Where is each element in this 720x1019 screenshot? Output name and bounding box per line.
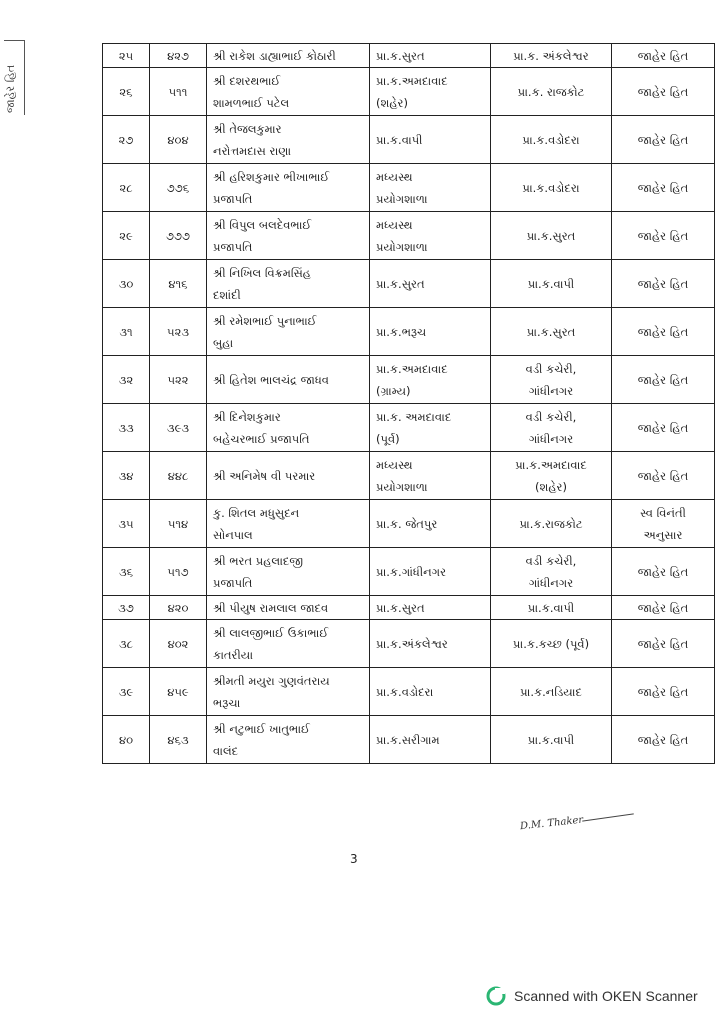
serial-number: ૩૨	[103, 356, 150, 404]
to-office-line: વડી કચેરી,	[525, 361, 577, 376]
transfer-reason-line: જાહેર હિત	[637, 420, 689, 435]
employee-name	[207, 212, 370, 260]
transfer-reason	[612, 116, 715, 164]
to-office	[491, 668, 612, 716]
employee-name	[207, 260, 370, 308]
order-number: ૪૦૨	[150, 620, 207, 668]
transfer-reason	[612, 260, 715, 308]
transfer-reason-line: જાહેર હિત	[637, 684, 689, 699]
from-office	[370, 596, 491, 620]
transfer-reason	[612, 356, 715, 404]
from-office	[370, 404, 491, 452]
to-office-line: પ્રા.ક.નડિયાદ	[520, 684, 582, 699]
order-number: ૫૨૨	[150, 356, 207, 404]
from-office	[370, 668, 491, 716]
employee-name-line: શ્રી નટુભાઈ ખાતુભાઈ	[213, 721, 310, 736]
employee-name-line: નરોત્તમદાસ રાણા	[213, 143, 292, 158]
employee-name-line: ભરૂચા	[213, 695, 241, 710]
employee-name	[207, 404, 370, 452]
serial-number: ૨૫	[103, 44, 150, 68]
order-number: ૪૬૩	[150, 716, 207, 764]
from-office-line: પ્રા.ક.અંકલેશ્વર	[376, 636, 448, 651]
from-office-line: (પૂર્વ)	[376, 431, 400, 446]
employee-name	[207, 116, 370, 164]
employee-name	[207, 716, 370, 764]
table-row	[103, 716, 715, 764]
from-office-line: પ્રા.ક.ગાંધીનગર	[376, 564, 447, 579]
from-office-line: પ્રયોગશાળા	[376, 239, 428, 254]
table-row	[103, 308, 715, 356]
scanner-logo-icon	[486, 986, 506, 1006]
employee-name-line: શ્રી પીયુષ રામલાલ જાદવ	[213, 600, 329, 615]
table-row	[103, 548, 715, 596]
order-number: ૭૭૬	[150, 164, 207, 212]
to-office-line: પ્રા.ક. અંકલેશ્વર	[513, 48, 589, 63]
to-office-line: પ્રા.ક.કચ્છ (પૂર્વ)	[512, 636, 590, 651]
from-office	[370, 164, 491, 212]
from-office-line: પ્રા.ક.સુરત	[376, 48, 425, 63]
from-office	[370, 68, 491, 116]
to-office	[491, 596, 612, 620]
to-office	[491, 116, 612, 164]
employee-name-line: કાતરીયા	[213, 647, 254, 662]
transfer-reason-line: જાહેર હિત	[637, 324, 689, 339]
to-office-line: પ્રા.ક.વાપી	[527, 600, 575, 615]
to-office	[491, 404, 612, 452]
serial-number: ૩૦	[103, 260, 150, 308]
to-office-line: પ્રા.ક.સુરત	[526, 324, 576, 339]
transfer-reason-line: જાહેર હિત	[637, 180, 689, 195]
transfer-reason	[612, 452, 715, 500]
from-office	[370, 116, 491, 164]
from-office	[370, 620, 491, 668]
signature: D.M. Thaker	[519, 814, 584, 833]
employee-name-line: દશાંદી	[213, 287, 241, 302]
table-row	[103, 404, 715, 452]
transfer-reason-line: જાહેર હિત	[637, 228, 689, 243]
employee-name	[207, 596, 370, 620]
order-number: ૩૯૩	[150, 404, 207, 452]
order-number: ૭૭૭	[150, 212, 207, 260]
to-office-line: પ્રા.ક.રાજકોટ	[519, 516, 583, 531]
to-office	[491, 548, 612, 596]
from-office	[370, 212, 491, 260]
to-office-line: વડી કચેરી,	[525, 553, 577, 568]
employee-name-line: કુ. શિતલ મધુસુદન	[213, 505, 300, 520]
from-office-line: પ્રા.ક. જેતપુર	[376, 516, 438, 531]
employee-name-line: શ્રી લાલજીભાઈ ઉકાભાઈ	[213, 625, 329, 640]
from-office-line: પ્રયોગશાળા	[376, 479, 428, 494]
from-office-line: પ્રા.ક.સુરત	[376, 276, 425, 291]
transfer-reason	[612, 668, 715, 716]
employee-name-line: શ્રી તેજલકુમાર	[213, 121, 282, 136]
employee-name	[207, 308, 370, 356]
transfer-reason	[612, 716, 715, 764]
to-office-line: પ્રા.ક. રાજકોટ	[517, 84, 585, 99]
from-office	[370, 500, 491, 548]
serial-number: ૩૫	[103, 500, 150, 548]
transfer-reason	[612, 500, 715, 548]
employee-name-line: શ્રી દિનેશકુમાર	[213, 409, 281, 424]
employee-name	[207, 452, 370, 500]
transfer-reason-line: જાહેર હિત	[637, 276, 689, 291]
signature-line	[582, 813, 634, 821]
table-row	[103, 260, 715, 308]
to-office-line: (શહેર)	[535, 479, 567, 494]
serial-number: ૩૯	[103, 668, 150, 716]
to-office	[491, 500, 612, 548]
employee-name-line: શ્રી હિતેશ ભાલચંદ્ર જાધવ	[213, 372, 329, 387]
from-office-line: પ્રા.ક.વાપી	[376, 132, 423, 147]
to-office-line: પ્રા.ક.વાપી	[527, 276, 575, 291]
from-office-line: પ્રા.ક. અમદાવાદ	[376, 409, 452, 424]
order-number: ૪૫૯	[150, 668, 207, 716]
from-office-line: પ્રા.ક.વડોદરા	[376, 684, 434, 699]
to-office	[491, 44, 612, 68]
employee-name-line: શ્રી નિખિલ વિક્રમસિંહ	[213, 265, 311, 280]
serial-number: ૩૩	[103, 404, 150, 452]
serial-number: ૨૮	[103, 164, 150, 212]
order-number: ૪૨૦	[150, 596, 207, 620]
from-office	[370, 308, 491, 356]
to-office-line: ગાંધીનગર	[528, 431, 574, 446]
to-office-line: પ્રા.ક.વડોદરા	[522, 132, 580, 147]
transfer-reason-line: જાહેર હિત	[637, 84, 689, 99]
serial-number: ૪૦	[103, 716, 150, 764]
from-office-line: પ્રા.ક.સરીગામ	[376, 732, 440, 747]
employee-name	[207, 44, 370, 68]
to-office-line: પ્રા.ક.વાપી	[527, 732, 575, 747]
transfer-reason	[612, 404, 715, 452]
transfer-reason-line: જાહેર હિત	[637, 132, 689, 147]
transfer-reason	[612, 308, 715, 356]
employee-name	[207, 356, 370, 404]
employee-name-line: શ્રી અનિમેષ વી પરમાર	[213, 468, 316, 483]
employee-name	[207, 548, 370, 596]
employee-name	[207, 164, 370, 212]
table-row	[103, 596, 715, 620]
from-office-line: પ્રા.ક.ભરૂચ	[376, 324, 427, 339]
table-row	[103, 44, 715, 68]
transfer-reason-line: જાહેર હિત	[637, 600, 689, 615]
to-office-line: ગાંધીનગર	[528, 575, 574, 590]
to-office-line: પ્રા.ક.વડોદરા	[522, 180, 580, 195]
to-office	[491, 620, 612, 668]
to-office	[491, 356, 612, 404]
from-office	[370, 260, 491, 308]
from-office-line: (શહેર)	[376, 95, 408, 110]
transfer-reason-line: જાહેર હિત	[637, 564, 689, 579]
scanner-watermark	[486, 986, 698, 1006]
from-office	[370, 44, 491, 68]
table-row	[103, 212, 715, 260]
from-office	[370, 548, 491, 596]
employee-name-line: સોનપાલ	[213, 527, 253, 542]
table-row	[103, 620, 715, 668]
from-office-line: (ગ્રામ્ય)	[376, 383, 411, 398]
employee-name	[207, 68, 370, 116]
table-row	[103, 116, 715, 164]
order-number: ૫૧૪	[150, 500, 207, 548]
to-office	[491, 308, 612, 356]
table-row	[103, 68, 715, 116]
serial-number: ૩૪	[103, 452, 150, 500]
to-office	[491, 716, 612, 764]
employee-name-line: વાલંદ	[213, 743, 239, 758]
from-office-line: પ્રા.ક.અમદાવાદ	[376, 73, 448, 88]
employee-name	[207, 668, 370, 716]
employee-name-line: શ્રી દશરથભાઈ	[213, 73, 281, 88]
serial-number: ૨૭	[103, 116, 150, 164]
employee-name-line: શ્રી વિપુલ બલદેવભાઈ	[213, 217, 312, 232]
employee-name-line: શ્રી રમેશભાઈ પુનાભાઈ	[213, 313, 317, 328]
to-office	[491, 68, 612, 116]
employee-name-line: શ્રી રાકેશ ડાહ્યાભાઈ કોઠારી	[213, 48, 336, 63]
employee-name-line: શામળભાઈ પટેલ	[213, 95, 290, 110]
employee-name-line: શ્રી ભરત પ્રહલાદજી	[213, 553, 303, 568]
order-number: ૫૧૧	[150, 68, 207, 116]
employee-name-line: પ્રજાપતિ	[213, 575, 253, 590]
from-office-line: પ્રા.ક.સુરત	[376, 600, 425, 615]
serial-number: ૩૧	[103, 308, 150, 356]
to-office-line: વડી કચેરી,	[525, 409, 577, 424]
from-office	[370, 452, 491, 500]
employee-name-line: પ્રજાપતિ	[213, 191, 253, 206]
transfer-reason-line: જાહેર હિત	[637, 636, 689, 651]
to-office-line: પ્રા.ક.સુરત	[526, 228, 576, 243]
employee-name-line: પ્રજાપતિ	[213, 239, 253, 254]
to-office	[491, 164, 612, 212]
order-number: ૫૨૩	[150, 308, 207, 356]
transfer-reason-line: જાહેર હિત	[637, 372, 689, 387]
order-number: ૪૧૬	[150, 260, 207, 308]
employee-name	[207, 500, 370, 548]
serial-number: ૩૬	[103, 548, 150, 596]
employee-name-line: શ્રી હરિશકુમાર ભીખાભાઈ	[213, 169, 330, 184]
to-office-line: ગાંધીનગર	[528, 383, 574, 398]
table-row	[103, 452, 715, 500]
from-office-line: મધ્યસ્થ	[376, 169, 413, 184]
transfer-reason-line: સ્વ વિનંતી	[640, 505, 686, 520]
transfer-reason-line: અનુસાર	[643, 527, 683, 542]
transfer-reason	[612, 44, 715, 68]
transfer-reason	[612, 548, 715, 596]
table-row	[103, 164, 715, 212]
from-office-line: મધ્યસ્થ	[376, 457, 413, 472]
transfer-reason-line: જાહેર હિત	[637, 732, 689, 747]
page-number: 3	[350, 852, 358, 866]
employee-name-line: બુહા	[213, 335, 234, 350]
from-office-line: પ્રયોગશાળા	[376, 191, 428, 206]
transfer-reason	[612, 596, 715, 620]
transfer-table	[102, 43, 715, 764]
margin-stamp: જાહેર હિત	[4, 40, 25, 115]
serial-number: ૩૮	[103, 620, 150, 668]
transfer-reason-line: જાહેર હિત	[637, 48, 689, 63]
table-row	[103, 356, 715, 404]
scanner-label: Scanned with OKEN Scanner	[514, 988, 698, 1004]
serial-number: ૨૬	[103, 68, 150, 116]
transfer-reason	[612, 212, 715, 260]
transfer-reason	[612, 164, 715, 212]
employee-name-line: બહેચરભાઈ પ્રજાપતિ	[213, 431, 310, 446]
serial-number: ૩૭	[103, 596, 150, 620]
from-office	[370, 356, 491, 404]
employee-name	[207, 620, 370, 668]
employee-name-line: શ્રીમતી મયુરા ગુણવંતરાય	[213, 673, 330, 688]
order-number: ૪૪૮	[150, 452, 207, 500]
to-office	[491, 260, 612, 308]
to-office-line: પ્રા.ક.અમદાવાદ	[515, 457, 587, 472]
from-office	[370, 716, 491, 764]
order-number: ૫૧૭	[150, 548, 207, 596]
to-office	[491, 452, 612, 500]
from-office-line: મધ્યસ્થ	[376, 217, 413, 232]
transfer-reason	[612, 620, 715, 668]
order-number: ૪૨૭	[150, 44, 207, 68]
order-number: ૪૦૪	[150, 116, 207, 164]
transfer-reason-line: જાહેર હિત	[637, 468, 689, 483]
from-office-line: પ્રા.ક.અમદાવાદ	[376, 361, 448, 376]
table-row	[103, 668, 715, 716]
serial-number: ૨૯	[103, 212, 150, 260]
to-office	[491, 212, 612, 260]
table-row	[103, 500, 715, 548]
transfer-reason	[612, 68, 715, 116]
